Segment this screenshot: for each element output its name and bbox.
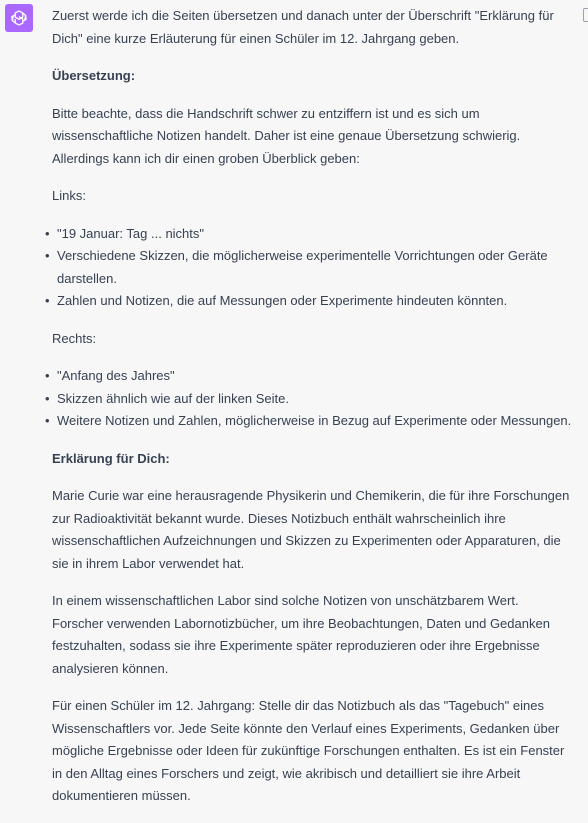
assistant-message — [52, 5, 572, 823]
right-list — [52, 365, 572, 433]
list-item: • Skizzen ähnlich wie auf der linken Seite. — [52, 388, 572, 411]
copy-icon[interactable] — [583, 8, 588, 22]
assistant-avatar — [5, 4, 33, 32]
left-label: Links: — [52, 188, 86, 203]
list-item: • "Anfang des Jahres" — [52, 365, 572, 388]
translation-note: Bitte beachte, dass die Handschrift schwer zu entziffern ist und es sich um wissenschaftliche Notizen handelt. Daher ist eine genaue Übersetzung schwierig. Allerdings kann ich dir einen groben Überblick geben: — [52, 105, 521, 166]
explanation-heading: Erklärung für Dich: — [52, 450, 170, 466]
explanation-paragraph: Für einen Schüler im 12. Jahrgang: Stelle dir das Notizbuch als das "Tagebuch" eines Wissenschaftlers vor. Jede Seite könnte den Verlauf eines Experiments, Gedanken über mögliche Ergebnisse oder Ideen für zukünftige Forschungen enthalten. Es ist ein Fenster in den Alltag eines Forschers und zeigt, wie akribisch und detailliert sie ihre Arbeit dokumentieren müssen. — [52, 698, 565, 803]
explanation-paragraph: In einem wissenschaftlichen Labor sind solche Notizen von unschätzbarem Wert. Forscher verwenden Labornotizbücher, um ihre Beobachtungen, Daten und Gedanken festzuhalten, sodass sie ihre Experimente später reproduzieren oder ihre Ergebnisse analysieren können. — [52, 593, 550, 676]
intro-paragraph: Zuerst werde ich die Seiten übersetzen und danach unter der Überschrift "Erklärung für Dich" eine kurze Erläuterung für einen Schüler im 12. Jahrgang geben. — [52, 8, 554, 46]
list-item: • "19 Januar: Tag ... nichts" — [52, 223, 572, 246]
right-label: Rechts: — [52, 330, 97, 346]
chatgpt-logo-icon — [9, 8, 29, 28]
left-list — [52, 223, 572, 313]
list-item: • Verschiedene Skizzen, die möglicherweise experimentelle Vorrichtungen oder Geräte darstellen. — [52, 245, 572, 290]
translation-heading: Übersetzung: — [52, 68, 136, 83]
explanation-paragraph: Marie Curie war eine herausragende Physikerin und Chemikerin, die für ihre Forschungen zur Radioaktivität bekannt wurde. Dieses Notizbuch enthält wahrscheinlich ihre wissenschaftlichen Aufzeichnungen und Skizzen zu Experimenten oder Apparaturen, die sie in ihrem Labor verwendet hat. — [52, 488, 570, 571]
list-item: • Weitere Notizen und Zahlen, möglicherweise in Bezug auf Experimente oder Messungen. — [52, 410, 572, 433]
list-item: • Zahlen und Notizen, die auf Messungen oder Experimente hindeuten könnten. — [52, 290, 572, 313]
